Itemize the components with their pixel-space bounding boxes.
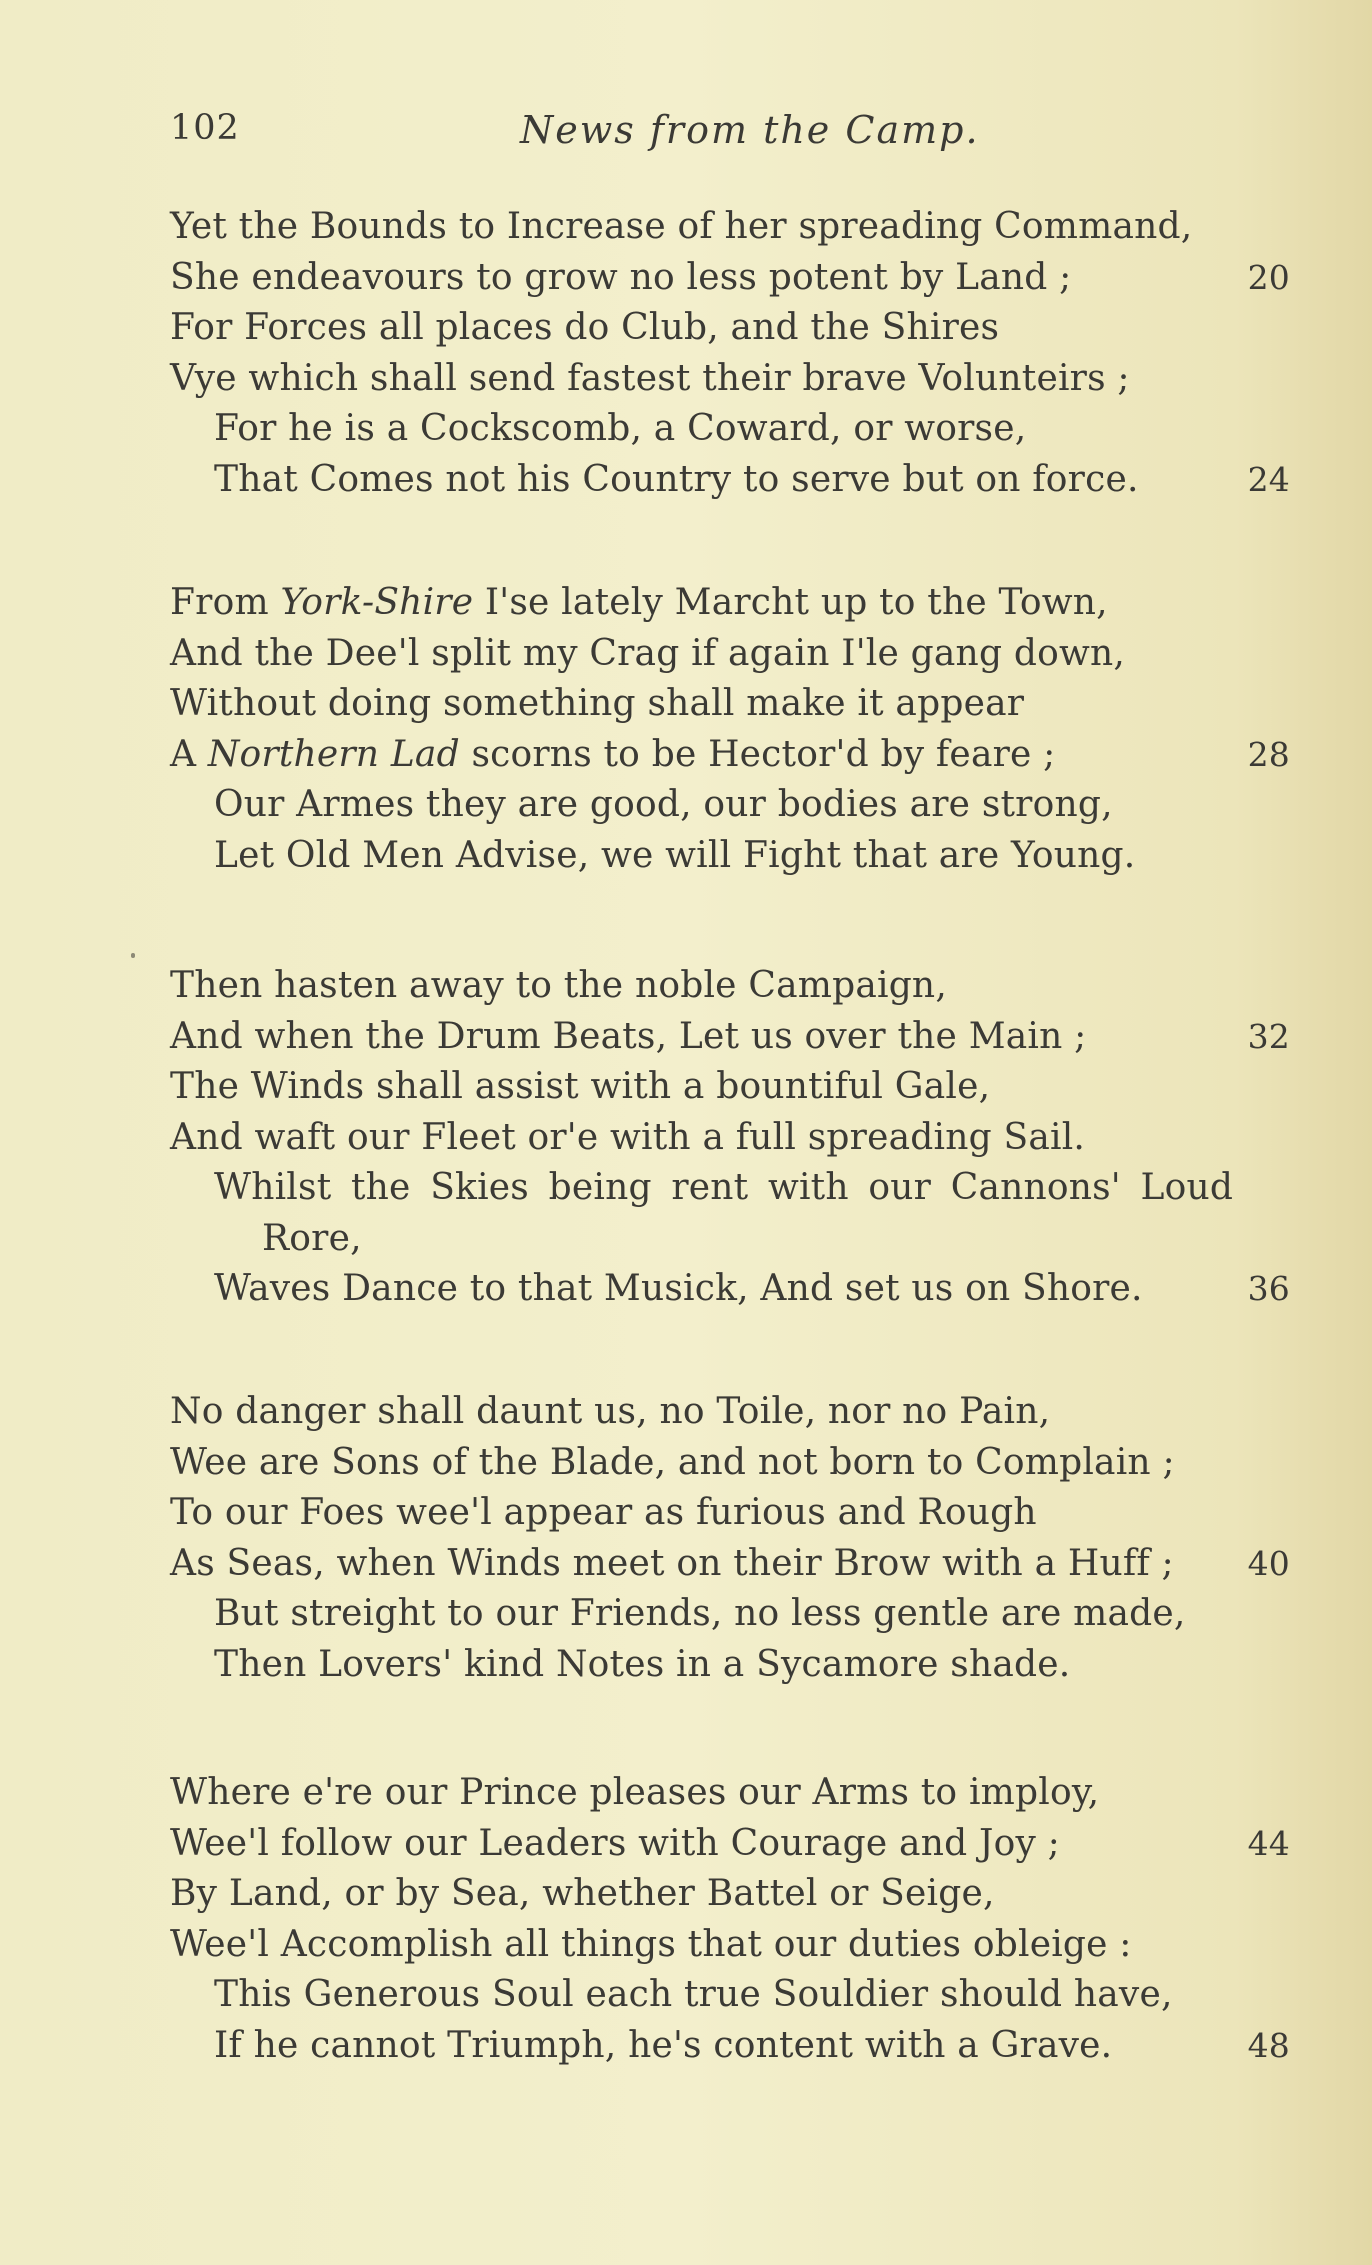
line-number: 32 [1247,1016,1290,1056]
poem-line: By Land, or by Sea, whether Battel or Seige, [170,1873,995,1914]
italic-place-name: York-Shire [280,582,474,623]
poem-line: Wee'l follow our Leaders with Courage and Joy ; 44 [170,1819,1290,1870]
stanza-5 [170,1768,1290,2071]
poem-line: Yet the Bounds to Increase of her spreading Command, [170,206,1193,247]
poem-line: Without doing something shall make it appear [170,683,1025,724]
poem-line: This Generous Soul each true Souldier should have, [214,1974,1173,2015]
stanza-1 [170,202,1290,505]
poem-line: And the Dee'l split my Crag if again I'le gang down, [170,632,1125,674]
poem-line: Whilst the Skies being rent with our Cannons' Loud [214,1167,1234,1208]
poem-line: Vye which shall send fastest their brave Volunteirs ; [170,357,1130,399]
page-header [170,108,1280,168]
line-number: 48 [1247,2025,1290,2065]
poem-line: For Forces all places do Club, and the Shires [170,307,1000,348]
poem-line: No danger shall daunt us, no Toile, nor no Pain, [170,1391,1051,1432]
line-number: 44 [1247,1823,1290,1863]
poem-line: To our Foes wee'l appear as furious and Rough [170,1492,1037,1533]
poem-line: Where e're our Prince pleases our Arms to imploy, [170,1772,1100,1813]
poem-line: From York-Shire I'se lately Marcht up to the Town, [170,582,1108,623]
running-title: News from the Camp. [520,108,980,152]
stanza-2 [170,578,1290,881]
poem-line: A Northern Lad scorns to be Hector'd by feare ; 28 [170,730,1290,781]
poem-line: Wee'l Accomplish all things that our duties obleige : [170,1923,1132,1965]
poem-line: Let Old Men Advise, we will Fight that are Young. [214,834,1136,876]
line-number: 24 [1247,459,1290,499]
poem-line: But streight to our Friends, no less gentle are made, [214,1593,1186,1634]
line-number: 28 [1247,734,1290,774]
poem-line: And when the Drum Beats, Let us over the Main ; 32 [170,1012,1290,1063]
poem-line: For he is a Cockscomb, a Coward, or worse, [214,408,1027,449]
poem-line: Wee are Sons of the Blade, and not born to Complain ; [170,1441,1175,1483]
page-number: 102 [170,108,240,148]
stanza-3 [170,961,1290,1315]
poem-line: The Winds shall assist with a bountiful Gale, [170,1066,991,1107]
poem-line: Waves Dance to that Musick, And set us on Shore. 36 [170,1264,1290,1315]
poem-line: As Seas, when Winds meet on their Brow with a Huff ; 40 [170,1539,1290,1590]
poem-line: She endeavours to grow no less potent by Land ; 20 [170,253,1290,304]
line-number: 40 [1247,1543,1290,1583]
poem-line: And waft our Fleet or'e with a full spreading Sail. [170,1116,1086,1158]
poem-line: Then Lovers' kind Notes in a Sycamore shade. [214,1643,1071,1685]
poem-line: Our Armes they are good, our bodies are strong, [214,784,1113,825]
italic-phrase: Northern Lad [207,733,460,775]
line-number: 20 [1247,257,1290,297]
poem-line: Then hasten away to the noble Campaign, [170,965,947,1006]
poem-line: If he cannot Triumph, he's content with a Grave. 48 [170,2021,1290,2072]
poem-line-continuation: Rore, [262,1217,362,1259]
paper-speck [131,953,135,958]
poem-line: That Comes not his Country to serve but on force. 24 [170,455,1290,506]
stanza-4 [170,1387,1290,1690]
line-number: 36 [1247,1269,1290,1308]
